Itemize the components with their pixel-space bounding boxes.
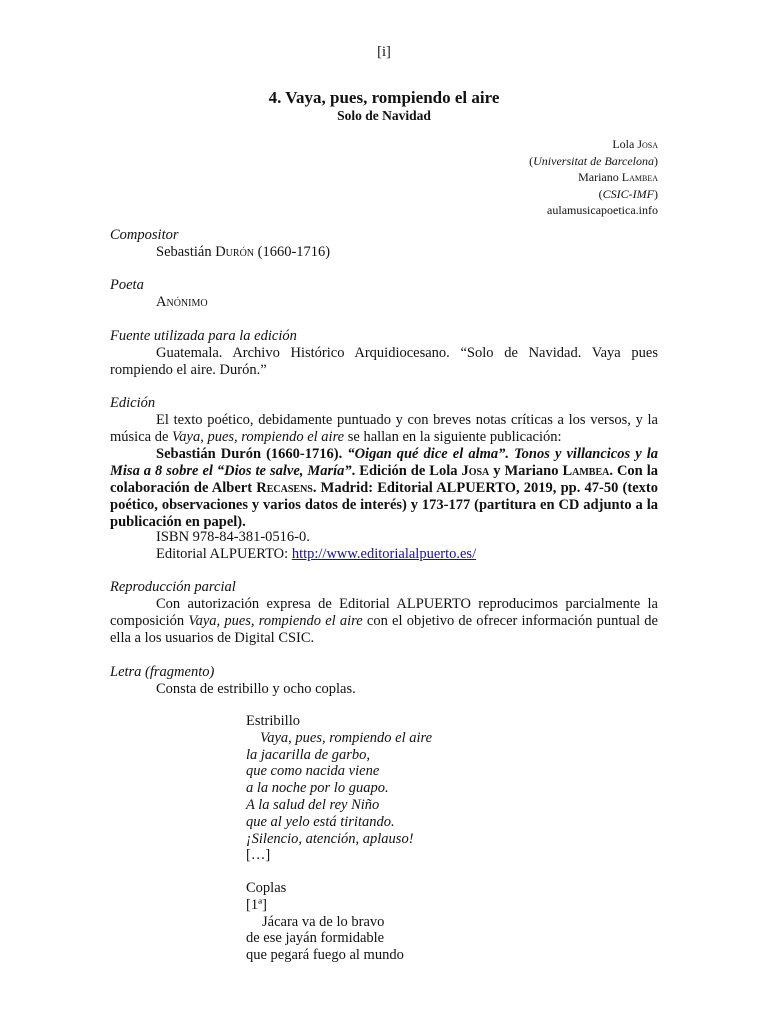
author-2: Mariano Lambea <box>578 170 658 184</box>
coplas-block <box>246 880 546 964</box>
verse-line: A la salud del rey Niño <box>246 796 380 813</box>
verse-line: Jácara va de lo bravo <box>262 913 385 930</box>
section-heading-reproduccion: Reproducción parcial <box>110 579 236 595</box>
verse-line: que al yelo está tiritando. <box>246 813 395 830</box>
ellipsis: […] <box>246 847 271 864</box>
estribillo-block <box>246 713 546 864</box>
verse-line: que como nacida viene <box>246 763 380 780</box>
section-heading-edicion: Edición <box>110 395 156 411</box>
letra-intro: Consta de estribillo y ocho coplas. <box>156 681 356 697</box>
compositor-name: Sebastián Durón (1660-1716) <box>156 244 331 260</box>
author-1: Lola Josa <box>612 137 658 151</box>
page-number: [i] <box>377 44 391 60</box>
verse-line: la jacarilla de garbo, <box>246 746 371 763</box>
estribillo-label: Estribillo <box>246 713 300 729</box>
editorial-line: Editorial ALPUERTO: http://www.editorialalpuerto.es/ <box>156 546 477 562</box>
isbn: ISBN 978-84-381-0516-0. <box>156 529 310 545</box>
poeta-name: Anónimo <box>156 294 208 310</box>
verse-line: que pegará fuego al mundo <box>246 947 404 964</box>
fuente-text: Guatemala. Archivo Histórico Arquidiocesano. “Solo de Navidad. Vaya pues rompiendo el aire. Durón.” <box>110 345 658 378</box>
page-subtitle: Solo de Navidad <box>337 108 431 123</box>
section-heading-poeta: Poeta <box>110 277 144 293</box>
page-title: 4. Vaya, pues, rompiendo el aire <box>268 88 500 107</box>
author-site: aulamusicapoetica.info <box>547 203 658 217</box>
copla-number: [1ª] <box>246 896 267 913</box>
verse-line: a la noche por lo guapo. <box>246 780 389 797</box>
section-heading-letra: Letra (fragmento) <box>110 664 215 680</box>
section-heading-compositor: Compositor <box>110 227 179 243</box>
section-heading-fuente: Fuente utilizada para la edición <box>110 328 297 344</box>
author-block <box>529 136 658 219</box>
coplas-label: Coplas <box>246 880 287 896</box>
reproduccion-text: Con autorización expresa de Editorial ALPUERTO reproducimos parcialmente la composición Vaya, pues, rompiendo el aire con el objetivo de ofrecer información puntual de ella a los usuarios de Digital CSIC. <box>110 596 658 646</box>
edicion-reference: Sebastián Durón (1660-1716). “Oigan qué dice el alma”. Tonos y villancicos y la Misa a 8 sobre el “Dios te salve, María”. Edición de Lola Josa y Mariano Lambea. Con la colaboración de Albert Recasens. Madrid: Editorial ALPUERTO, 2019, pp. 47-50 (texto poético, observaciones y varios datos de interés) y 173-177 (partitura en CD adjunto a la publicación en papel). <box>110 446 659 530</box>
author-2-affiliation: (CSIC-IMF) <box>598 186 658 201</box>
author-1-affiliation: (Universitat de Barcelona) <box>529 153 658 168</box>
editorial-link[interactable]: http://www.editorialalpuerto.es/ <box>291 546 477 562</box>
verse-line: Vaya, pues, rompiendo el aire <box>260 729 433 746</box>
verse-line: ¡Silencio, atención, aplauso! <box>246 830 414 847</box>
verse-line: de ese jayán formidable <box>246 930 385 947</box>
edicion-paragraph: El texto poético, debidamente puntuado y con breves notas críticas a los versos, y la música de Vaya, pues, rompiendo el aire se hallan en la siguiente publicación: <box>110 412 658 445</box>
